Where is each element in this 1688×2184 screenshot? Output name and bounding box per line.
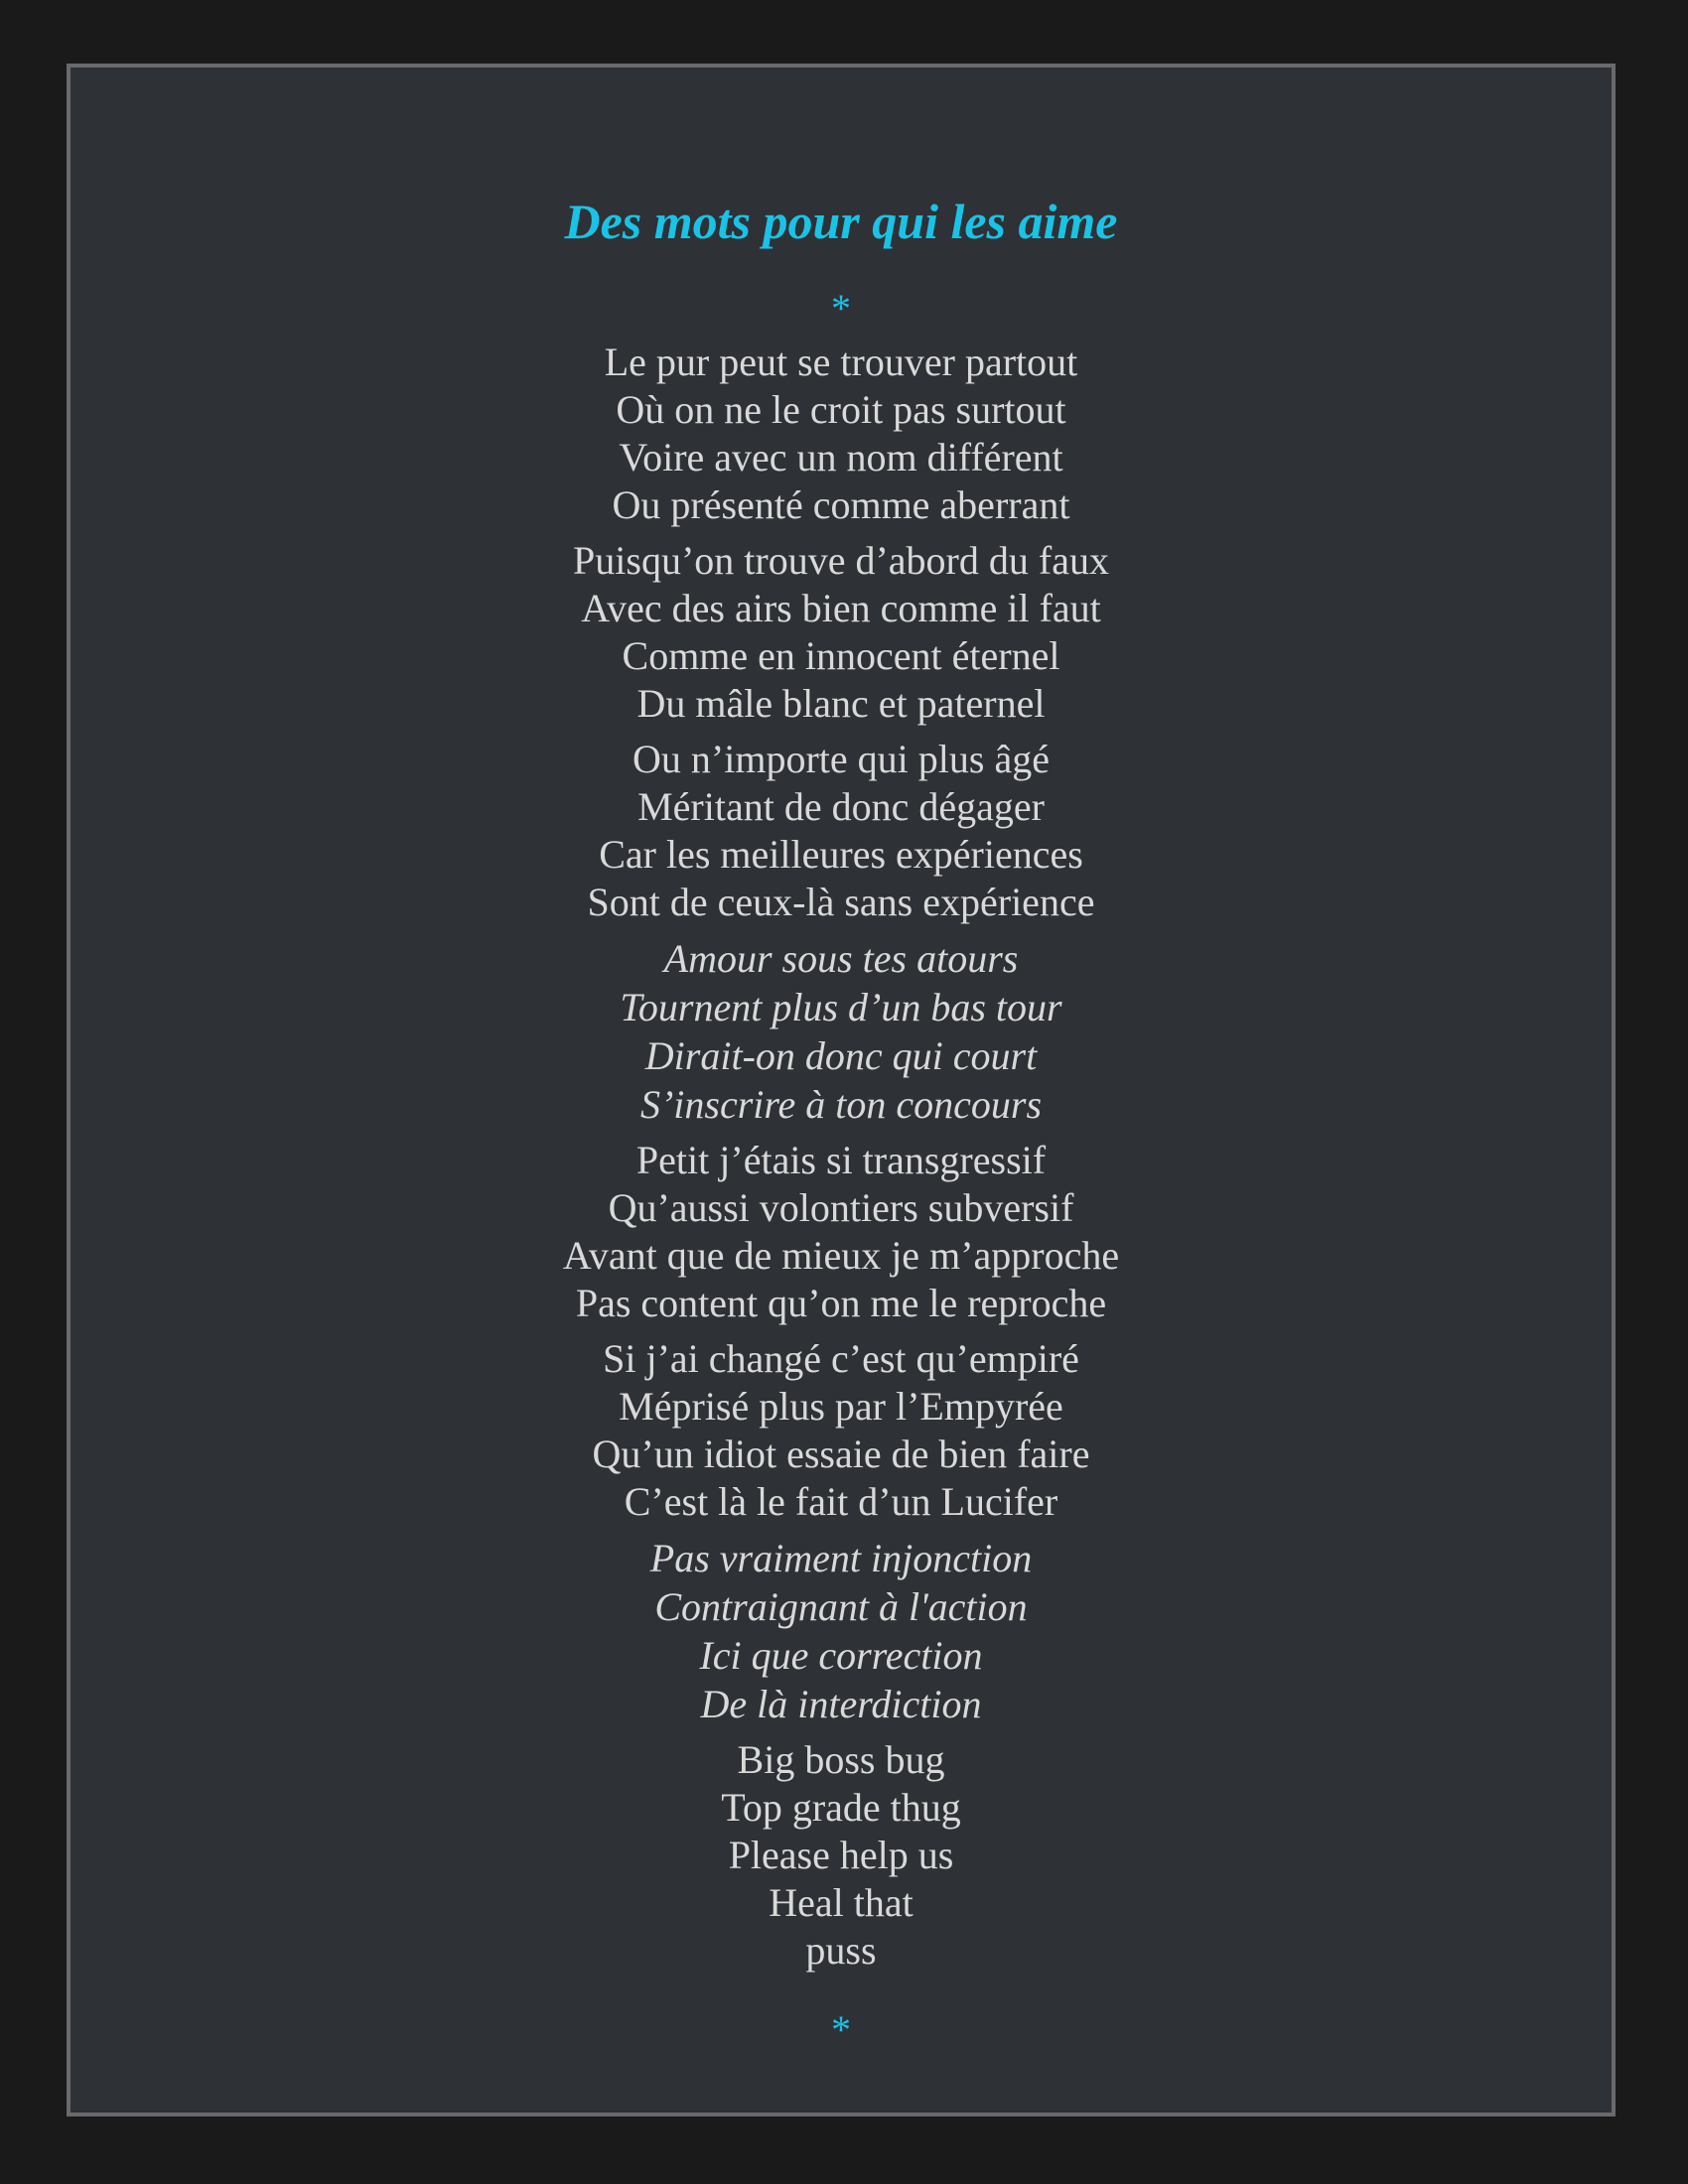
stanza (70, 736, 1612, 926)
poem-line: Si j’ai changé c’est qu’empiré (603, 1336, 1079, 1381)
stanza (70, 339, 1612, 529)
poem-line: De là interdiction (700, 1682, 982, 1726)
poem-line: Méritant de donc dégager (637, 784, 1045, 829)
stanza (70, 1137, 1612, 1327)
stanza (70, 1335, 1612, 1526)
poem-line: Car les meilleures expériences (599, 832, 1083, 877)
poem-line: Top grade thug (721, 1785, 961, 1830)
poem-line: Voire avec un nom différent (619, 435, 1063, 479)
poem-line: C’est là le fait d’un Lucifer (624, 1479, 1058, 1524)
poem-line: Big boss bug (737, 1737, 945, 1782)
poem-line: Ici que correction (699, 1633, 983, 1678)
poem-line: Avant que de mieux je m’approche (562, 1233, 1120, 1278)
poem-line: Pas content qu’on me le reproche (575, 1281, 1107, 1325)
poem-line: Dirait-on donc qui court (644, 1033, 1038, 1078)
poem-line: Petit j’étais si transgressif (635, 1138, 1047, 1182)
stanza (70, 1736, 1612, 1975)
poem-title: Des mots pour qui les aime (564, 194, 1118, 249)
poem-line: Heal that (769, 1880, 914, 1925)
poem-line: Sont de ceux-là sans expérience (587, 880, 1095, 924)
poem-line: Puisqu’on trouve d’abord du faux (573, 538, 1109, 583)
poem-line: Le pur peut se trouver partout (604, 340, 1078, 384)
poem-line: Ou présenté comme aberrant (612, 482, 1070, 527)
stanza-list (70, 339, 1612, 1975)
stanza (70, 537, 1612, 728)
separator-top: * (831, 286, 851, 331)
poem-line: Du mâle blanc et paternel (636, 681, 1046, 726)
poem-line: Ou n’importe qui plus âgé (633, 737, 1050, 781)
poem-line: Où on ne le croit pas surtout (616, 387, 1066, 432)
poem-line: Méprisé plus par l’Empyrée (619, 1384, 1063, 1429)
poem-line: Qu’aussi volontiers subversif (608, 1185, 1074, 1230)
poem-line: Avec des airs bien comme il faut (581, 586, 1101, 630)
poem-line: Comme en innocent éternel (622, 633, 1060, 678)
poem-line: Tournent plus d’un bas tour (620, 985, 1062, 1029)
stanza (70, 934, 1612, 1129)
poem-line: Qu’un idiot essaie de bien faire (592, 1432, 1090, 1476)
separator-bottom: * (831, 2007, 851, 2052)
poem-line: S’inscrire à ton concours (639, 1082, 1043, 1127)
stanza (70, 1534, 1612, 1728)
poem-content (70, 172, 1612, 2060)
poem-line: Amour sous tes atours (663, 936, 1019, 981)
page-frame (67, 64, 1616, 2116)
poem-line: Please help us (728, 1833, 954, 1877)
poem-line: Pas vraiment injonction (649, 1536, 1033, 1580)
poem-line: puss (805, 1928, 877, 1973)
poem-line: Contraignant à l'action (654, 1584, 1028, 1629)
